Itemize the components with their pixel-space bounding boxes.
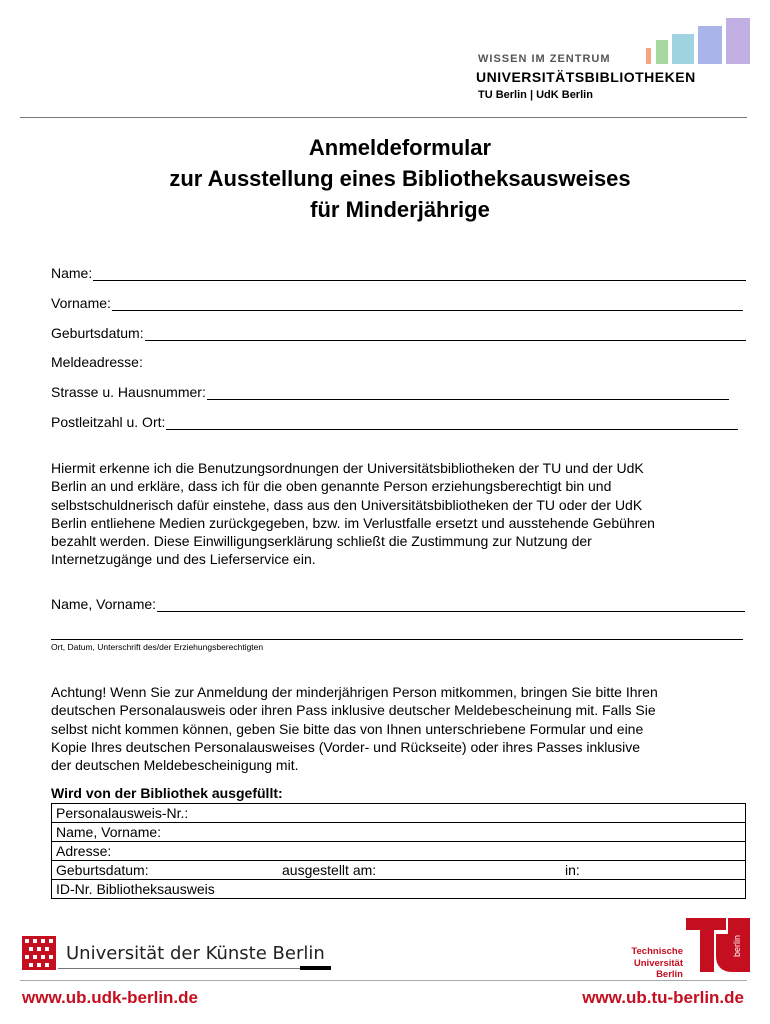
consent-line: Internetzugänge und des Lieferservice ein. [51, 551, 316, 568]
notice-line: deutschen Personalausweis oder ihren Pass inklusive deutscher Meldebescheinung mit. Falls Sie [51, 702, 656, 719]
library-section-heading: Wird von der Bibliothek ausgefüllt: [51, 785, 283, 801]
header-tagline: WISSEN IM ZENTRUM [478, 53, 611, 65]
table-cell[interactable]: Name, Vorname: [52, 823, 746, 842]
notice-paragraph [51, 683, 731, 774]
name-field[interactable] [51, 264, 746, 281]
header-subtitle: TU Berlin | UdK Berlin [478, 89, 593, 101]
form-title-line1: Anmeldeformular [308, 135, 492, 160]
strasse-input-line[interactable] [207, 385, 729, 400]
issued-label: ausgestellt am: [282, 862, 377, 878]
table-cell[interactable]: Adresse: [52, 842, 746, 861]
table-row [52, 880, 746, 899]
table-row [52, 842, 746, 861]
signature-caption: Ort, Datum, Unterschrift des/der Erziehungsberechtigten [51, 642, 264, 652]
form-title-line3: für Minderjährige [310, 197, 490, 222]
notice-line: der deutschen Meldebescheinigung mit. [51, 757, 299, 774]
vorname-label: Vorname: [51, 295, 111, 311]
consent-paragraph [51, 459, 731, 569]
udk-accent-bar [300, 966, 331, 970]
vorname-input-line[interactable] [112, 296, 743, 311]
consent-line: bezahlt werden. Diese Einwilligungserklärung schließt die Zustimmung zur Nutzung der [51, 533, 592, 550]
form-title-line2: zur Ausstellung eines Bibliotheksausweises [169, 166, 631, 191]
table-row [52, 804, 746, 823]
plz-ort-field[interactable] [51, 413, 738, 430]
tu-name-line2: Universität [633, 957, 683, 969]
consent-line: Berlin entliehene Medien zurückgegeben, bzw. im Verlustfalle ersetzt und ausstehende Gebühren [51, 514, 655, 531]
udk-underline [58, 968, 300, 969]
geburtsdatum-field[interactable] [51, 324, 746, 341]
library-use-table [51, 803, 746, 899]
issued-place-label: in: [565, 862, 580, 878]
tu-logo-icon [670, 918, 750, 972]
consent-line: selbstschuldnerisch dafür einstehe, dass aus den Universitätsbibliotheken der TU oder der UdK [51, 496, 643, 513]
guardian-name-field[interactable] [51, 595, 745, 612]
meldeadresse-label-row [51, 353, 143, 370]
table-row [52, 861, 746, 880]
geburtsdatum-label: Geburtsdatum: [51, 325, 144, 341]
geburtsdatum-input-line[interactable] [145, 326, 746, 341]
tu-name-line3: Berlin [656, 969, 683, 980]
meldeadresse-label: Meldeadresse: [51, 354, 143, 370]
plz-ort-input-line[interactable] [166, 415, 738, 430]
notice-line: Achtung! Wenn Sie zur Anmeldung der minderjährigen Person mitkommen, bringen Sie bitte Ihren [51, 684, 658, 700]
tu-library-link[interactable]: www.ub.tu-berlin.de [582, 988, 744, 1007]
name-label: Name: [51, 265, 93, 281]
strasse-label: Strasse u. Hausnummer: [51, 384, 206, 400]
notice-line: selbst nicht kommen können, geben Sie bitte das von Ihnen unterschriebene Formular und eine [51, 720, 644, 737]
table-cell[interactable]: ID-Nr. Bibliotheksausweis [52, 880, 746, 899]
library-logo-bars [646, 18, 750, 64]
table-cell[interactable] [52, 861, 746, 880]
birthdate-label: Geburtsdatum: [56, 862, 149, 878]
udk-library-link[interactable]: www.ub.udk-berlin.de [22, 988, 198, 1007]
consent-line: Berlin an und erkläre, dass ich für die oben genannte Person erziehungsberechtigt bin und [51, 478, 612, 495]
udk-name: Universität der Künste Berlin [66, 943, 325, 964]
table-cell[interactable]: Personalausweis-Nr.: [52, 804, 746, 823]
strasse-field[interactable] [51, 383, 729, 400]
name-input-line[interactable] [93, 266, 746, 281]
vorname-field[interactable] [51, 294, 743, 311]
guardian-name-label: Name, Vorname: [51, 596, 157, 612]
consent-line: Hiermit erkenne ich die Benutzungsordnungen der Universitätsbibliotheken der TU und der UdK [51, 460, 644, 476]
notice-line: Kopie Ihres deutschen Personalausweises (Vorder- und Rückseite) oder ihres Passes inklusive [51, 738, 641, 755]
table-row [52, 823, 746, 842]
header-divider [20, 117, 747, 118]
udk-logo-mark [22, 936, 56, 970]
tu-logo-word: berlin [732, 934, 742, 958]
signature-line[interactable] [51, 639, 743, 640]
header-title: UNIVERSITÄTSBIBLIOTHEKEN [476, 69, 696, 85]
plz-ort-label: Postleitzahl u. Ort: [51, 414, 166, 430]
footer-divider [20, 980, 747, 981]
tu-name-line1: Technische [631, 946, 683, 957]
guardian-name-input-line[interactable] [157, 597, 745, 612]
